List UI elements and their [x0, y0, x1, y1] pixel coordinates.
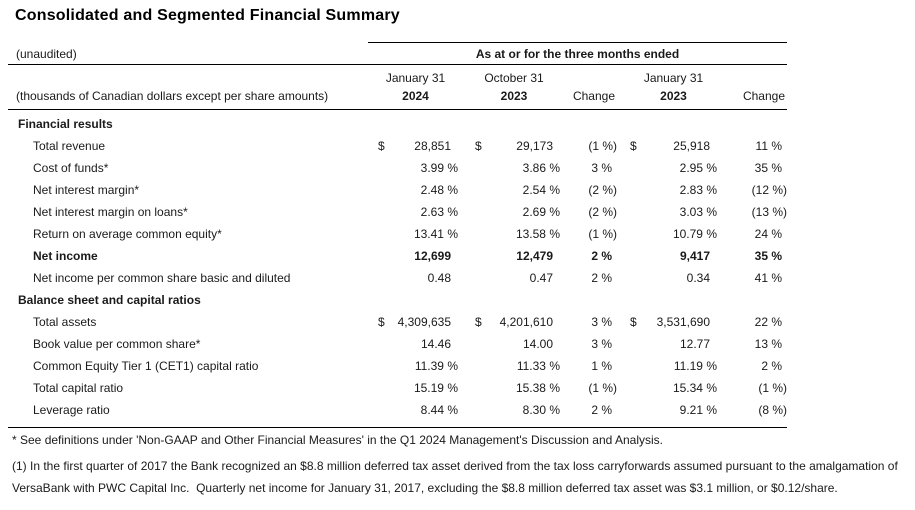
cell-value: 0.47: [529, 271, 553, 285]
value-cell-jan-2024: [368, 223, 463, 245]
row-label: Net income: [33, 249, 98, 263]
dollar-sign: $: [378, 139, 385, 153]
cell-value: 3.99 %: [420, 161, 458, 175]
table-row: [8, 267, 787, 289]
period-header-year: 2023: [660, 89, 687, 103]
cell-value: 11.39 %: [414, 359, 458, 373]
value-cell-change-qoq: [565, 135, 617, 157]
value-cell-change-yoy: [722, 355, 787, 377]
cell-value: 3 %: [591, 315, 612, 329]
section-label: Balance sheet and capital ratios: [18, 293, 201, 307]
section-label: Financial results: [18, 117, 113, 131]
divider-header-1: [8, 64, 787, 65]
value-cell-oct-2023: [463, 377, 565, 399]
cell-value: 8.44 %: [420, 403, 458, 417]
value-cell-change-yoy: [722, 245, 787, 267]
period-header-year: 2024: [402, 89, 429, 103]
cell-value: 0.48: [427, 271, 451, 285]
value-cell-oct-2023: [463, 333, 565, 355]
cell-value: 2.54 %: [522, 183, 560, 197]
value-cell-oct-2023: [463, 201, 565, 223]
value-cell-jan-2024: [368, 333, 463, 355]
value-cell-oct-2023: [463, 157, 565, 179]
value-cell-jan-2024: [368, 377, 463, 399]
value-cell-jan-2023: [617, 201, 722, 223]
cell-value: 3.03 %: [679, 205, 717, 219]
row-label: Book value per common share*: [33, 337, 201, 351]
cell-value: 11.33 %: [516, 359, 560, 373]
cell-value: (12 %): [751, 183, 787, 197]
cell-value: 2.95 %: [679, 161, 717, 175]
value-cell-jan-2024: [368, 157, 463, 179]
span-column-header: As at or for the three months ended: [475, 47, 680, 61]
row-label: Leverage ratio: [33, 403, 110, 417]
value-cell-jan-2023: [617, 267, 722, 289]
cell-value: 3,531,690: [656, 315, 710, 329]
table-row: [8, 179, 787, 201]
cell-value: 13 %: [754, 337, 782, 351]
table-row: [8, 201, 787, 223]
cell-value: 25,918: [673, 139, 710, 153]
cell-value: (2 %): [588, 205, 617, 219]
value-cell-change-qoq: [565, 157, 617, 179]
value-cell-jan-2023: [617, 179, 722, 201]
cell-value: 14.46: [420, 337, 451, 351]
value-cell-jan-2024: [368, 201, 463, 223]
divider-header-2: [8, 109, 787, 110]
value-cell-jan-2023: [617, 355, 722, 377]
value-cell-jan-2024: [368, 245, 463, 267]
cell-value: 2.69 %: [522, 205, 560, 219]
value-cell-jan-2024: [368, 399, 463, 421]
cell-value: (2 %): [588, 183, 617, 197]
value-cell-oct-2023: [463, 355, 565, 377]
cell-value: 28,851: [414, 139, 451, 153]
table-row: [8, 399, 787, 421]
unaudited-label: (unaudited): [16, 47, 77, 61]
cell-value: 1 %: [591, 359, 612, 373]
dollar-sign: $: [630, 139, 637, 153]
value-cell-change-qoq: [565, 267, 617, 289]
value-cell-change-yoy: [722, 311, 787, 333]
value-cell-change-qoq: [565, 355, 617, 377]
cell-value: 3.86 %: [522, 161, 560, 175]
divider-bottom: [8, 427, 787, 428]
value-cell-change-yoy: [722, 201, 787, 223]
value-cell-change-yoy: [722, 179, 787, 201]
footnote-non-gaap: * See definitions under 'Non-GAAP and Other Financial Measures' in the Q1 2024 Management's Discussion and Analysis.: [12, 433, 664, 447]
cell-value: 12,699: [414, 249, 451, 263]
cell-value: 9,417: [679, 249, 710, 263]
units-label: (thousands of Canadian dollars except per share amounts): [16, 89, 329, 103]
period-header-date: January 31: [643, 71, 704, 85]
cell-value: 15.19 %: [413, 381, 458, 395]
period-header-year: 2023: [500, 89, 528, 103]
cell-value: 2.83 %: [679, 183, 717, 197]
footnote-deferred-tax: (1) In the first quarter of 2017 the Bank recognized an $8.8 million deferred tax asset derived from the tax loss carryforwards assumed pursuant to the amalgamation of VersaBank with PWC Capital Inc. Quarterly net income for January 31, 2017, excluding the $8.8 million deferred tax asset was $3.1 million, or $0.12/share.: [12, 459, 902, 495]
cell-value: 13.41 %: [413, 227, 458, 241]
row-label: Net interest margin*: [33, 183, 140, 197]
value-cell-jan-2023: [617, 157, 722, 179]
cell-value: 41 %: [754, 271, 782, 285]
cell-value: 2 %: [591, 271, 612, 285]
value-cell-oct-2023: [463, 399, 565, 421]
value-cell-change-yoy: [722, 267, 787, 289]
table-row: [8, 377, 787, 399]
cell-value: 15.38 %: [515, 381, 560, 395]
cell-value: 35 %: [754, 249, 782, 263]
cell-value: 11 %: [755, 139, 782, 153]
row-label: Total capital ratio: [33, 381, 124, 395]
table-row: [8, 245, 787, 267]
cell-value: 12.77: [679, 337, 710, 351]
cell-value: 0.34: [686, 271, 710, 285]
value-cell-change-yoy: [722, 223, 787, 245]
cell-value: (1 %): [588, 227, 617, 241]
value-cell-change-qoq: [565, 201, 617, 223]
dollar-sign: $: [475, 315, 482, 329]
row-label: Net interest margin on loans*: [33, 205, 188, 219]
change-column-header: Change: [742, 89, 785, 103]
period-header-date: October 31: [484, 71, 544, 85]
cell-value: 3 %: [591, 161, 612, 175]
cell-value: 15.34 %: [672, 381, 717, 395]
section-header-row: [8, 289, 787, 311]
table-row: [8, 223, 787, 245]
dollar-sign: $: [475, 139, 482, 153]
value-cell-change-yoy: [722, 377, 787, 399]
row-label: Net income per common share basic and diluted: [33, 271, 291, 285]
dollar-sign: $: [630, 315, 637, 329]
table-row: [8, 355, 787, 377]
dollar-sign: $: [378, 315, 385, 329]
value-cell-change-yoy: [722, 135, 787, 157]
value-cell-jan-2023: [617, 311, 722, 333]
value-cell-change-qoq: [565, 223, 617, 245]
row-label: Total assets: [33, 315, 97, 329]
cell-value: 22 %: [754, 315, 782, 329]
row-label: Total revenue: [33, 139, 106, 153]
value-cell-jan-2023: [617, 399, 722, 421]
cell-value: (1 %): [588, 139, 617, 153]
table-body: [8, 113, 787, 421]
value-cell-change-yoy: [722, 399, 787, 421]
value-cell-oct-2023: [463, 223, 565, 245]
value-cell-oct-2023: [463, 179, 565, 201]
period-header-date: January 31: [385, 71, 446, 85]
value-cell-change-qoq: [565, 333, 617, 355]
value-cell-change-qoq: [565, 245, 617, 267]
page-title: Consolidated and Segmented Financial Summary: [15, 7, 400, 24]
value-cell-change-yoy: [722, 333, 787, 355]
value-cell-change-qoq: [565, 377, 617, 399]
table-row: [8, 135, 787, 157]
cell-value: (8 %): [758, 403, 787, 417]
value-cell-jan-2023: [617, 377, 722, 399]
table-row: [8, 157, 787, 179]
value-cell-jan-2024: [368, 179, 463, 201]
row-label: Return on average common equity*: [33, 227, 222, 241]
row-label: Common Equity Tier 1 (CET1) capital ratio: [33, 359, 259, 373]
cell-value: 9.21 %: [679, 403, 717, 417]
value-cell-jan-2023: [617, 333, 722, 355]
cell-value: 24 %: [754, 227, 782, 241]
table-row: [8, 333, 787, 355]
row-label: Cost of funds*: [33, 161, 109, 175]
cell-value: 29,173: [516, 139, 553, 153]
value-cell-change-qoq: [565, 399, 617, 421]
cell-value: 4,309,635: [397, 315, 451, 329]
value-cell-jan-2024: [368, 355, 463, 377]
value-cell-jan-2023: [617, 135, 722, 157]
cell-value: 2 %: [591, 249, 612, 263]
value-cell-oct-2023: [463, 135, 565, 157]
value-cell-change-qoq: [565, 179, 617, 201]
cell-value: 2.63 %: [420, 205, 458, 219]
value-cell-change-qoq: [565, 311, 617, 333]
value-cell-jan-2023: [617, 245, 722, 267]
cell-value: (1 %): [588, 381, 617, 395]
cell-value: 11.19 %: [673, 359, 717, 373]
divider-top: [368, 42, 787, 43]
value-cell-jan-2024: [368, 267, 463, 289]
cell-value: 3 %: [591, 337, 612, 351]
cell-value: 2.48 %: [420, 183, 458, 197]
change-column-header: Change: [572, 89, 615, 103]
cell-value: 12,479: [516, 249, 553, 263]
table-row: [8, 311, 787, 333]
cell-value: 10.79 %: [672, 227, 717, 241]
cell-value: 2 %: [761, 359, 782, 373]
cell-value: (1 %): [758, 381, 787, 395]
cell-value: 35 %: [754, 161, 782, 175]
value-cell-change-yoy: [722, 157, 787, 179]
value-cell-jan-2024: [368, 311, 463, 333]
value-cell-oct-2023: [463, 311, 565, 333]
cell-value: 13.58 %: [515, 227, 560, 241]
value-cell-jan-2024: [368, 135, 463, 157]
cell-value: 8.30 %: [522, 403, 560, 417]
value-cell-jan-2023: [617, 223, 722, 245]
cell-value: 2 %: [591, 403, 612, 417]
section-header-row: [8, 113, 787, 135]
value-cell-oct-2023: [463, 245, 565, 267]
cell-value: (13 %): [751, 205, 787, 219]
value-cell-oct-2023: [463, 267, 565, 289]
cell-value: 14.00: [522, 337, 553, 351]
cell-value: 4,201,610: [499, 315, 553, 329]
